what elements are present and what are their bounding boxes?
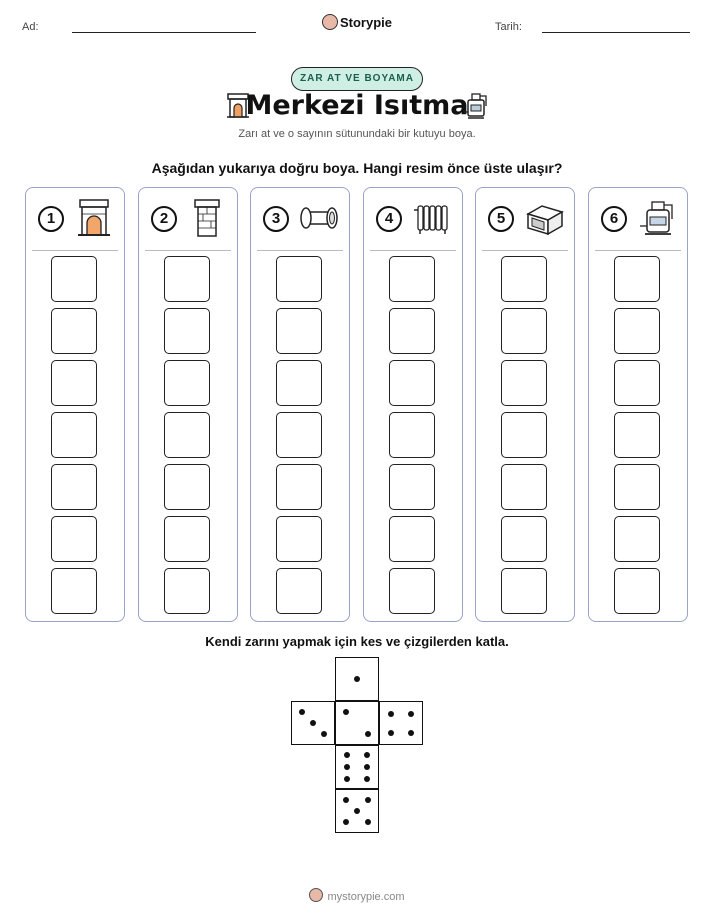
pip — [299, 709, 305, 715]
pip — [343, 709, 349, 715]
column-header — [595, 188, 681, 251]
color-box[interactable] — [276, 360, 322, 406]
color-box[interactable] — [164, 464, 210, 510]
color-box[interactable] — [389, 256, 435, 302]
name-label: Ad: — [22, 21, 39, 33]
column-number: 2 — [151, 206, 177, 232]
bear-logo-icon — [309, 888, 323, 902]
pip — [310, 720, 316, 726]
column-header — [145, 188, 231, 251]
date-label: Tarih: — [495, 21, 522, 33]
pipe-icon — [297, 196, 341, 240]
page-title: Merkezi Isıtma — [245, 90, 469, 121]
color-box[interactable] — [164, 308, 210, 354]
color-box[interactable] — [389, 516, 435, 562]
color-box[interactable] — [501, 256, 547, 302]
pip — [321, 731, 327, 737]
pip — [365, 819, 371, 825]
color-box[interactable] — [51, 568, 97, 614]
color-box[interactable] — [276, 412, 322, 458]
color-box[interactable] — [164, 516, 210, 562]
color-box[interactable] — [389, 412, 435, 458]
pip — [343, 819, 349, 825]
pip — [344, 752, 350, 758]
duct-icon — [522, 196, 566, 240]
column-number: 3 — [263, 206, 289, 232]
column-header — [482, 188, 568, 251]
color-box[interactable] — [51, 516, 97, 562]
name-line — [72, 32, 256, 33]
color-box[interactable] — [389, 568, 435, 614]
color-box[interactable] — [164, 412, 210, 458]
footer-text: mystorypie.com — [327, 891, 405, 903]
column-5 — [475, 187, 575, 622]
color-box[interactable] — [614, 256, 660, 302]
color-box[interactable] — [501, 568, 547, 614]
color-box[interactable] — [51, 256, 97, 302]
color-box[interactable] — [614, 308, 660, 354]
pip — [344, 764, 350, 770]
color-box[interactable] — [276, 568, 322, 614]
column-number: 5 — [488, 206, 514, 232]
chimney-icon — [185, 196, 229, 240]
color-box[interactable] — [501, 516, 547, 562]
cell-column — [276, 256, 324, 620]
column-3 — [250, 187, 350, 622]
color-box[interactable] — [501, 360, 547, 406]
pip — [388, 711, 394, 717]
column-4 — [363, 187, 463, 622]
activity-badge: ZAR AT VE BOYAMA — [291, 67, 423, 91]
instruction-text: Aşağıdan yukarıya doğru boya. Hangi resim önce üste ulaşır? — [151, 160, 563, 176]
column-6 — [588, 187, 688, 622]
brand-logo — [0, 14, 714, 30]
column-number: 1 — [38, 206, 64, 232]
color-box[interactable] — [614, 516, 660, 562]
boiler-icon — [635, 196, 679, 240]
color-box[interactable] — [389, 308, 435, 354]
fireplace-icon — [72, 196, 116, 240]
bear-logo-icon — [322, 14, 338, 30]
die-face-2 — [335, 701, 379, 745]
color-box[interactable] — [276, 516, 322, 562]
pip — [365, 731, 371, 737]
color-box[interactable] — [614, 568, 660, 614]
pip — [364, 752, 370, 758]
color-box[interactable] — [276, 464, 322, 510]
color-box[interactable] — [276, 308, 322, 354]
color-box[interactable] — [51, 360, 97, 406]
color-box[interactable] — [164, 256, 210, 302]
color-box[interactable] — [51, 308, 97, 354]
pip — [388, 730, 394, 736]
cell-column — [501, 256, 549, 620]
date-line — [542, 32, 690, 33]
pip — [354, 808, 360, 814]
column-2 — [138, 187, 238, 622]
pip — [365, 797, 371, 803]
radiator-icon — [410, 196, 454, 240]
column-number: 6 — [601, 206, 627, 232]
color-box[interactable] — [51, 412, 97, 458]
die-face-4 — [379, 701, 423, 745]
cell-column — [164, 256, 212, 620]
color-box[interactable] — [614, 464, 660, 510]
column-header — [32, 188, 118, 251]
die-face-6 — [335, 745, 379, 789]
column-1 — [25, 187, 125, 622]
pip — [408, 730, 414, 736]
pip — [343, 797, 349, 803]
column-header — [257, 188, 343, 251]
color-box[interactable] — [164, 568, 210, 614]
color-box[interactable] — [501, 308, 547, 354]
color-box[interactable] — [389, 464, 435, 510]
die-face-1 — [335, 657, 379, 701]
color-box[interactable] — [164, 360, 210, 406]
color-box[interactable] — [614, 360, 660, 406]
pip — [364, 764, 370, 770]
die-face-5 — [335, 789, 379, 833]
brand-text: Storypie — [339, 15, 392, 30]
cell-column — [389, 256, 437, 620]
column-number: 4 — [376, 206, 402, 232]
pip — [408, 711, 414, 717]
color-box[interactable] — [501, 464, 547, 510]
pip — [344, 776, 350, 782]
cell-column — [614, 256, 662, 620]
color-box[interactable] — [501, 412, 547, 458]
pip — [364, 776, 370, 782]
column-header — [370, 188, 456, 251]
cell-column — [51, 256, 99, 620]
cut-instruction: Kendi zarını yapmak için kes ve çizgilerden katla. — [205, 634, 509, 649]
color-box[interactable] — [51, 464, 97, 510]
die-face-3 — [291, 701, 335, 745]
color-box[interactable] — [276, 256, 322, 302]
page-subtitle: Zarı at ve o sayının sütunundaki bir kutuyu boya. — [238, 128, 476, 140]
boiler-title-icon — [462, 90, 490, 122]
color-box[interactable] — [614, 412, 660, 458]
footer — [0, 888, 714, 903]
pip — [354, 676, 360, 682]
color-box[interactable] — [389, 360, 435, 406]
